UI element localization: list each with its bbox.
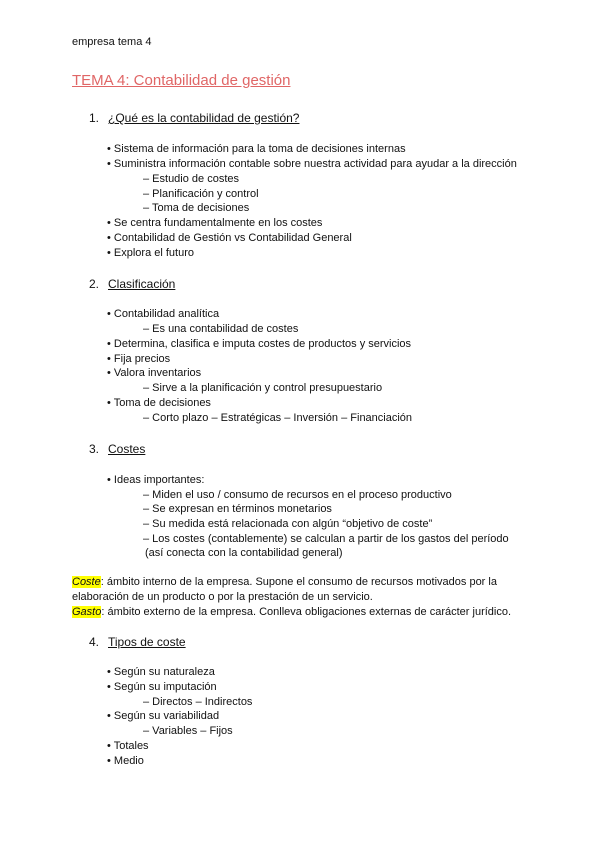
list-item: • Según su naturaleza: [107, 666, 215, 678]
list-item: • Fija precios: [107, 353, 171, 365]
section-heading: [89, 442, 145, 456]
sub-list-item: – Variables – Fijos: [143, 725, 233, 737]
sub-list-item: – Su medida está relacionada con algún “objetivo de coste”: [143, 518, 433, 530]
section-heading: [89, 111, 299, 125]
page-header: empresa tema 4: [72, 36, 152, 48]
definition-gasto: [72, 605, 511, 619]
list-item: • Toma de decisiones: [107, 397, 211, 409]
sub-list-item: – Se expresan en términos monetarios: [143, 503, 332, 515]
definition-coste-continuation: elaboración de un producto o por la prestación de un servicio.: [72, 591, 373, 603]
list-item: • Se centra fundamentalmente en los costes: [107, 217, 323, 229]
section-number: 1.: [89, 111, 100, 125]
section-number: 4.: [89, 635, 100, 649]
list-item: • Medio: [107, 755, 144, 767]
list-item: • Totales: [107, 740, 149, 752]
sub-list-item: – Es una contabilidad de costes: [143, 323, 299, 335]
sub-list-item: – Corto plazo – Estratégicas – Inversión – Financiación: [143, 412, 413, 424]
section-number: 3.: [89, 442, 100, 456]
list-item: • Valora inventarios: [107, 367, 202, 379]
list-item: • Según su variabilidad: [107, 710, 220, 722]
list-item: • Contabilidad de Gestión vs Contabilidad General: [107, 232, 352, 244]
sub-list-item: – Toma de decisiones: [143, 202, 250, 214]
sub-list-item: – Miden el uso / consumo de recursos en el proceso productivo: [143, 489, 452, 501]
list-item: • Determina, clasifica e imputa costes de productos y servicios: [107, 338, 412, 350]
term-coste: Coste: [72, 576, 101, 588]
list-item: • Explora el futuro: [107, 247, 195, 259]
sub-list-item: – Directos – Indirectos: [143, 696, 253, 708]
section-title: Tipos de coste: [108, 635, 186, 649]
sub-list-item: – Estudio de costes: [143, 173, 240, 185]
sub-list-item: – Los costes (contablemente) se calculan a partir de los gastos del período: [143, 533, 509, 545]
definition-text: : ámbito interno de la empresa. Supone el consumo de recursos motivados por la: [100, 576, 497, 588]
sub-list-item: – Planificación y control: [143, 188, 259, 200]
definition-text: : ámbito externo de la empresa. Conlleva obligaciones externas de carácter jurídico.: [101, 606, 512, 618]
definition-coste: [72, 575, 497, 589]
section-heading: [89, 277, 175, 291]
list-item: • Según su imputación: [107, 681, 217, 693]
section-title: Costes: [108, 442, 146, 456]
section-title: ¿Qué es la contabilidad de gestión?: [108, 111, 300, 125]
sub-list-continuation: (así conecta con la contabilidad general): [145, 547, 343, 559]
section-heading: [89, 635, 186, 649]
list-item: • Suministra información contable sobre nuestra actividad para ayudar a la dirección: [107, 158, 517, 170]
term-gasto: Gasto: [72, 606, 102, 618]
list-item: • Ideas importantes:: [107, 474, 205, 486]
list-item: • Contabilidad analítica: [107, 308, 220, 320]
section-number: 2.: [89, 277, 100, 291]
list-item: • Sistema de información para la toma de decisiones internas: [107, 143, 406, 155]
page-title: TEMA 4: Contabilidad de gestión: [72, 72, 291, 89]
section-title: Clasificación: [108, 277, 176, 291]
sub-list-item: – Sirve a la planificación y control presupuestario: [143, 382, 383, 394]
